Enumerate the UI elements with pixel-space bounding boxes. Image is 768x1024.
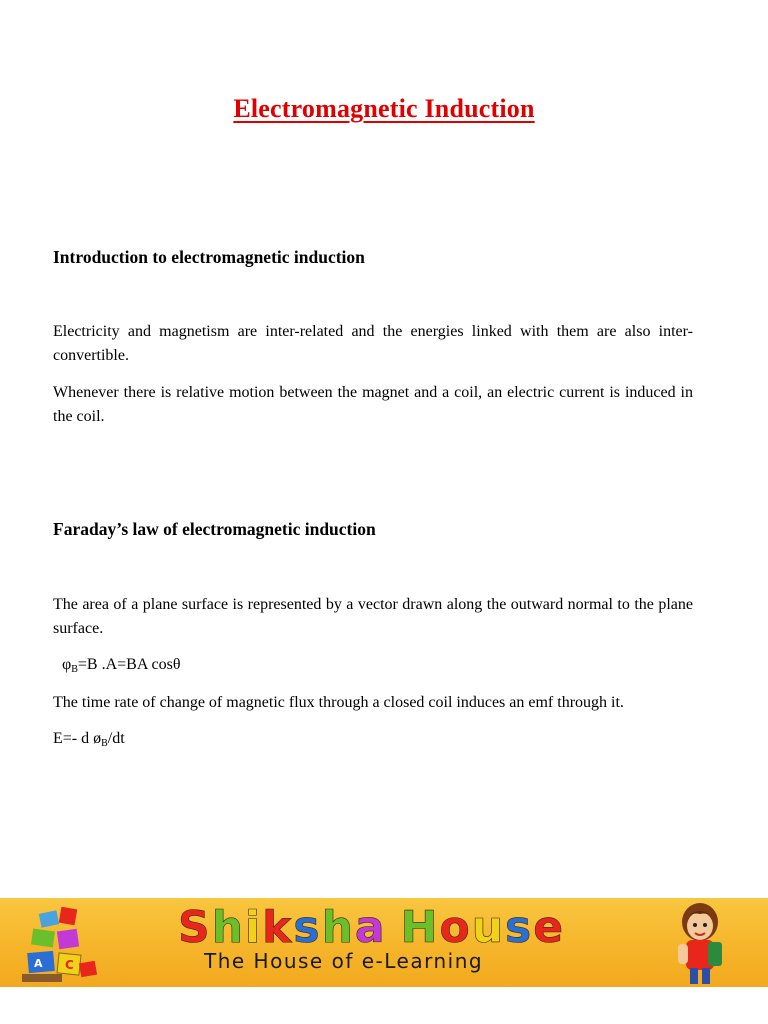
student-mascot-icon — [656, 898, 740, 987]
brand-letter: h — [321, 902, 355, 953]
brand-tagline: The House of e-Learning — [204, 949, 484, 973]
section-heading-faraday: Faraday’s law of electromagnetic induction — [53, 519, 376, 539]
flux-symbol: φ — [62, 656, 72, 673]
intro-paragraph-1: Electricity and magnetism are inter-related and the energies linked with them are also inter- convertible. — [53, 323, 693, 364]
svg-text:C: C — [65, 958, 74, 972]
emf-subscript: B — [101, 738, 108, 749]
intro-paragraph-2: Whenever there is relative motion between the magnet and a coil, an electric current is induced in the coil. — [53, 384, 693, 425]
brand-name — [178, 902, 565, 953]
svg-text:A: A — [34, 957, 43, 970]
brand-letter: u — [471, 902, 506, 953]
brand-letter: a — [354, 902, 387, 953]
section-heading-introduction: Introduction to electromagnetic induction — [53, 247, 365, 267]
emf-formula-rest: /dt — [107, 730, 125, 747]
brand-letter: s — [293, 902, 322, 953]
brand-letter: k — [262, 902, 294, 953]
flux-formula — [62, 656, 181, 675]
brand-letter: h — [211, 902, 246, 953]
books-icon — [18, 902, 114, 986]
footer-banner — [0, 898, 768, 987]
emf-formula-lead: E=- d ø — [53, 730, 102, 747]
brand-letter: H — [400, 902, 440, 953]
page-title: Electromagnetic Induction — [233, 94, 535, 123]
brand-letter: s — [505, 902, 534, 953]
brand-letter: o — [439, 902, 472, 953]
faraday-paragraph-1: The area of a plane surface is represented by a vector drawn along the outward normal to the plane surface. — [53, 596, 693, 637]
flux-formula-rest: =B .A=BA cosθ — [77, 656, 181, 673]
emf-formula — [53, 730, 125, 749]
flux-subscript: B — [71, 664, 78, 675]
brand-letter: e — [533, 902, 566, 953]
brand-letter: i — [245, 902, 263, 953]
brand-letter: S — [178, 902, 212, 953]
faraday-paragraph-2: The time rate of change of magnetic flux through a closed coil induces an emf through it. — [53, 694, 624, 711]
